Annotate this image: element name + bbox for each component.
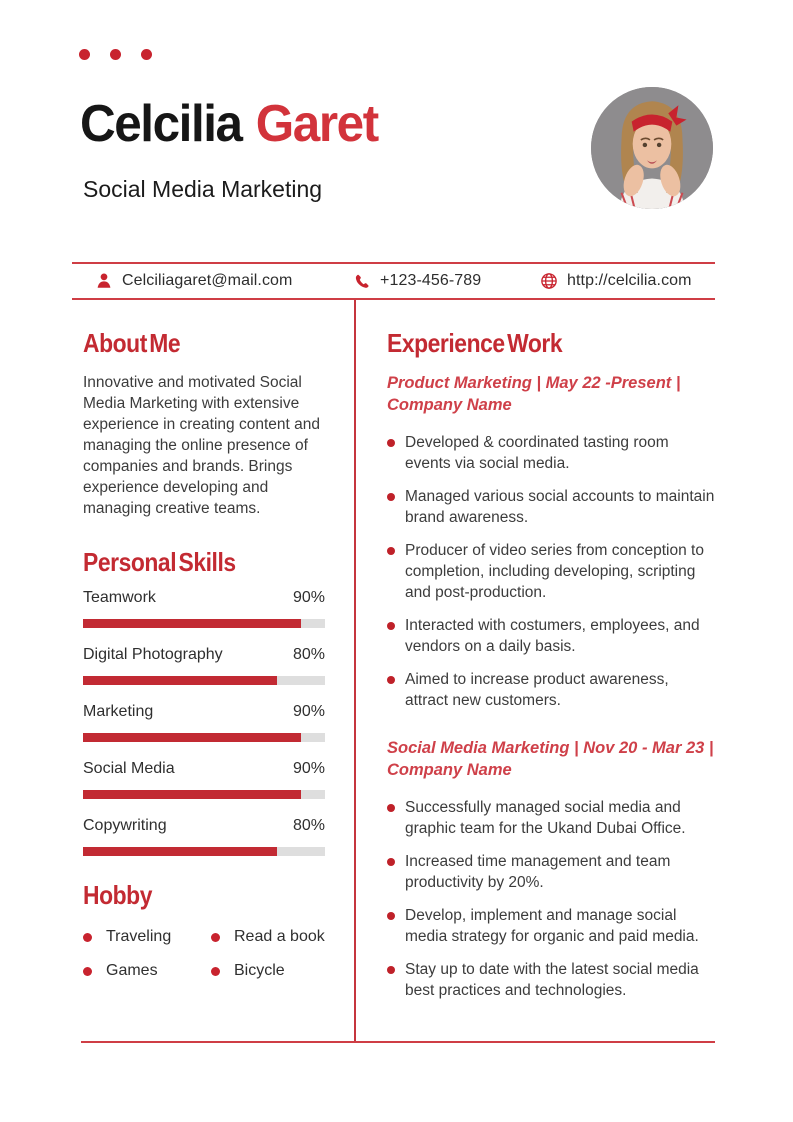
- bullet-icon: [387, 966, 395, 974]
- bullet-text: Increased time management and team productivity by 20%.: [405, 853, 671, 891]
- skill-bar-track: [83, 847, 325, 856]
- contact-website[interactable]: [540, 264, 692, 298]
- bullet-text: Producer of video series from conception to completion, including developing, scripting and post-production.: [405, 542, 704, 601]
- job-bullet-list: [387, 432, 715, 711]
- skill-item: [83, 587, 325, 628]
- bullet-icon: [387, 439, 395, 447]
- hobby-title: Hobby: [83, 880, 152, 910]
- skill-bar-track: [83, 790, 325, 799]
- hobby-list: [83, 928, 325, 980]
- skill-percent: 90%: [292, 589, 325, 606]
- personal-skills-title: Personal Skills: [83, 547, 236, 577]
- skill-label: Copywriting: [83, 817, 167, 834]
- bullet-text: Successfully managed social media and graphic team for the Ukand Dubai Office.: [405, 799, 686, 837]
- job-bullet: [387, 486, 715, 528]
- bullet-icon: [387, 493, 395, 501]
- skill-label: Digital Photography: [83, 646, 223, 663]
- job-role-subtitle: Social Media Marketing: [83, 176, 323, 202]
- skill-item: [83, 701, 325, 742]
- skill-item: [83, 758, 325, 799]
- job-bullet: [387, 432, 715, 474]
- bullet-text: Developed & coordinated tasting room events via social media.: [405, 434, 669, 472]
- job-bullet: [387, 540, 715, 603]
- skill-percent: 80%: [292, 646, 325, 663]
- skill-percent: 90%: [292, 703, 325, 720]
- skill-label: Teamwork: [83, 589, 156, 606]
- skill-percent: 90%: [292, 760, 325, 777]
- hobby-label: Bicycle: [234, 962, 285, 979]
- bullet-text: Interacted with costumers, employees, and vendors on a daily basis.: [405, 617, 700, 655]
- dot-icon: [110, 49, 121, 60]
- bullet-icon: [387, 912, 395, 920]
- profile-photo: [591, 87, 713, 209]
- contact-website-text: http://celcilia.com: [567, 272, 692, 289]
- job-bullet: [387, 959, 715, 1001]
- skill-percent: 80%: [292, 817, 325, 834]
- contact-bar: [72, 262, 715, 300]
- bullet-icon: [387, 547, 395, 555]
- job-heading: Social Media Marketing | Nov 20 - Mar 23 | Company Name: [387, 739, 714, 779]
- bullet-icon: [211, 933, 220, 942]
- bullet-text: Stay up to date with the latest social media best practices and technologies.: [405, 961, 699, 999]
- job-bullet-list: [387, 797, 715, 1001]
- bullet-text: Develop, implement and manage social media strategy for organic and paid media.: [405, 907, 699, 945]
- dot-icon: [79, 49, 90, 60]
- job-bullet: [387, 905, 715, 947]
- bullet-icon: [387, 804, 395, 812]
- bullet-icon: [387, 858, 395, 866]
- bullet-icon: [211, 967, 220, 976]
- skill-bar-track: [83, 733, 325, 742]
- skill-item: [83, 815, 325, 856]
- job-heading: Product Marketing | May 22 -Present | Company Name: [387, 374, 681, 414]
- about-me-title: About Me: [83, 328, 181, 358]
- left-column: [83, 300, 325, 980]
- about-me-text: Innovative and motivated Social Media Marketing with extensive experience in creating content and managing the online presence of companies and brands. Brings experience developing and managing creative teams.: [83, 374, 320, 517]
- hobby-label: Read a book: [234, 928, 325, 945]
- right-column: [387, 300, 715, 1013]
- phone-icon: [354, 273, 371, 290]
- skill-label: Social Media: [83, 760, 175, 777]
- skill-bar-fill: [83, 676, 277, 685]
- decorative-dots: [79, 49, 152, 60]
- bottom-border-line: [81, 1041, 715, 1043]
- job-bullet: [387, 797, 715, 839]
- dot-icon: [141, 49, 152, 60]
- skill-bar-fill: [83, 733, 301, 742]
- hobby-item: [211, 962, 325, 980]
- job-bullet: [387, 615, 715, 657]
- bullet-icon: [387, 676, 395, 684]
- skill-bar-fill: [83, 619, 301, 628]
- bullet-text: Managed various social accounts to maintain brand awareness.: [405, 488, 715, 526]
- job-bullet: [387, 669, 715, 711]
- contact-phone-text: +123-456-789: [380, 272, 482, 289]
- skill-bar-fill: [83, 790, 301, 799]
- column-divider-line: [354, 300, 356, 1043]
- skill-bar-track: [83, 676, 325, 685]
- hobby-label: Traveling: [106, 928, 172, 945]
- person-icon: [95, 272, 113, 290]
- bullet-icon: [83, 933, 92, 942]
- person-name: [80, 94, 378, 154]
- skill-bar-fill: [83, 847, 277, 856]
- hobby-item: [211, 928, 325, 946]
- experience-work-title: Experience Work: [387, 328, 563, 358]
- contact-email-text: Celciliagaret@mail.com: [122, 272, 293, 289]
- resume-body: [83, 300, 715, 1043]
- job-bullet: [387, 851, 715, 893]
- contact-email[interactable]: [95, 264, 293, 298]
- skills-list: [83, 587, 325, 856]
- contact-phone[interactable]: [354, 264, 481, 298]
- first-name: Celcilia: [80, 95, 242, 153]
- bullet-icon: [83, 967, 92, 976]
- hobby-item: [83, 962, 211, 980]
- hobby-item: [83, 928, 211, 946]
- hobby-label: Games: [106, 962, 158, 979]
- skill-item: [83, 644, 325, 685]
- bullet-text: Aimed to increase product awareness, attract new customers.: [405, 671, 669, 709]
- skill-bar-track: [83, 619, 325, 628]
- globe-icon: [540, 272, 558, 290]
- profile-photo-illustration: [591, 87, 713, 209]
- skill-label: Marketing: [83, 703, 154, 720]
- bullet-icon: [387, 622, 395, 630]
- last-name: Garet: [255, 95, 378, 153]
